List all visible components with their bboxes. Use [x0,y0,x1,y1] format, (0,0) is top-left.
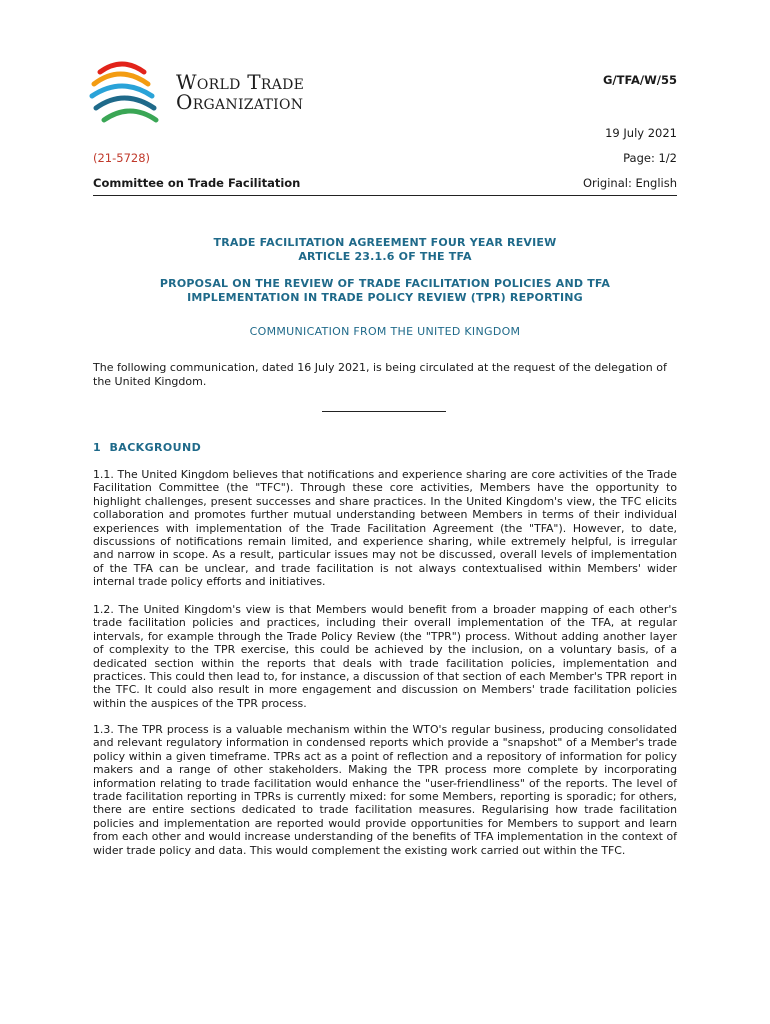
original-language: Original: English [582,176,677,190]
communication-heading: COMMUNICATION FROM THE UNITED KINGDOM [249,325,521,338]
separator-line [322,411,446,412]
wto-logo [86,58,336,130]
title-line-1: TRADE FACILITATION AGREEMENT FOUR YEAR REVIEW [213,236,557,249]
title-line-4: IMPLEMENTATION IN TRADE POLICY REVIEW (TPR) REPORTING [187,291,583,304]
title-line-2: ARTICLE 23.1.6 OF THE TFA [298,250,472,263]
section-heading: 1 BACKGROUND [93,441,202,454]
committee-name: Committee on Trade Facilitation [93,176,301,190]
org-name-line1: World Trade [176,70,305,94]
title-block-1 [93,236,677,264]
wto-wordmark [176,72,304,112]
job-number: (21-5728) [93,151,151,165]
wto-emblem-icon [86,58,166,130]
document-symbol: G/TFA/W/55 [602,73,677,87]
intro-paragraph: The following communication, dated 16 July 2021, is being circulated at the request of the delegation of the United Kingdom. [93,361,667,388]
paragraph-1-2: 1.2. The United Kingdom's view is that Members would benefit from a broader mapping of each other's trade facilitation policies and practices, including their overall implementation of the TFA, at regular intervals, for example through the Trade Policy Review (the "TPR") process. Without adding another layer of complexity to the TPR exercise, this could be achieved by the inclusion, on a voluntary basis, of a dedicated section within the reports that deals with trade facilitation policies, implementation and practices. This could then lead to, for instance, a discussion of that section of each Member's TPR report in the TFC. It could also result in more engagement and discussion on Members' trade facilitation policies within the auspices of the TPR process. [93,603,677,710]
paragraph-1-1: 1.1. The United Kingdom believes that notifications and experience sharing are core activities of the Trade Facilitation Committee (the "TFC"). Through these core activities, Members have the opportunity to highlight challenges, present successes and share practices. In the United Kingdom's view, the TFC elicits collaboration and promotes further mutual understanding between Members in terms of their individual experiences with implementation of the Trade Facilitation Agreement (the "TFA"). However, to date, discussions of notifications remain limited, and experience sharing, while extremely helpful, is irregular and narrow in scope. As a result, particular issues may not be discussed, overall levels of implementation of the TFA can be unclear, and trade facilitation is not always contextualised within Members' wider internal trade policy efforts and initiatives. [93,468,677,589]
paragraph-1-3: 1.3. The TPR process is a valuable mechanism within the WTO's regular business, producing consolidated and relevant regulatory information in condensed reports which provide a "snapshot" of a Member's trade policy within a given timeframe. TPRs act as a point of reflection and a repository of information for policy makers and a range of other stakeholders. Making the TPR process more complete by incorporating information relating to trade facilitation would enhance the "user-friendliness" of the reports. The level of trade facilitation reporting in TPRs is currently mixed: for some Members, reporting is sporadic; for others, there are entire sections dedicated to trade facilitation measures. Regularising how trade facilitation policies and implementation are reported would provide opportunities for Members to support and learn from each other and would increase understanding of the benefits of TFA implementation in the context of wider trade policy and data. This would complement the existing work carried out within the TFC. [93,723,677,857]
title-block-2 [93,277,677,305]
org-name-line2: Organization [176,90,304,114]
header-divider [93,195,677,196]
document-date: 19 July 2021 [605,126,677,140]
title-line-3: PROPOSAL ON THE REVIEW OF TRADE FACILITATION POLICIES AND TFA [159,277,611,290]
page-number: Page: 1/2 [623,151,677,165]
